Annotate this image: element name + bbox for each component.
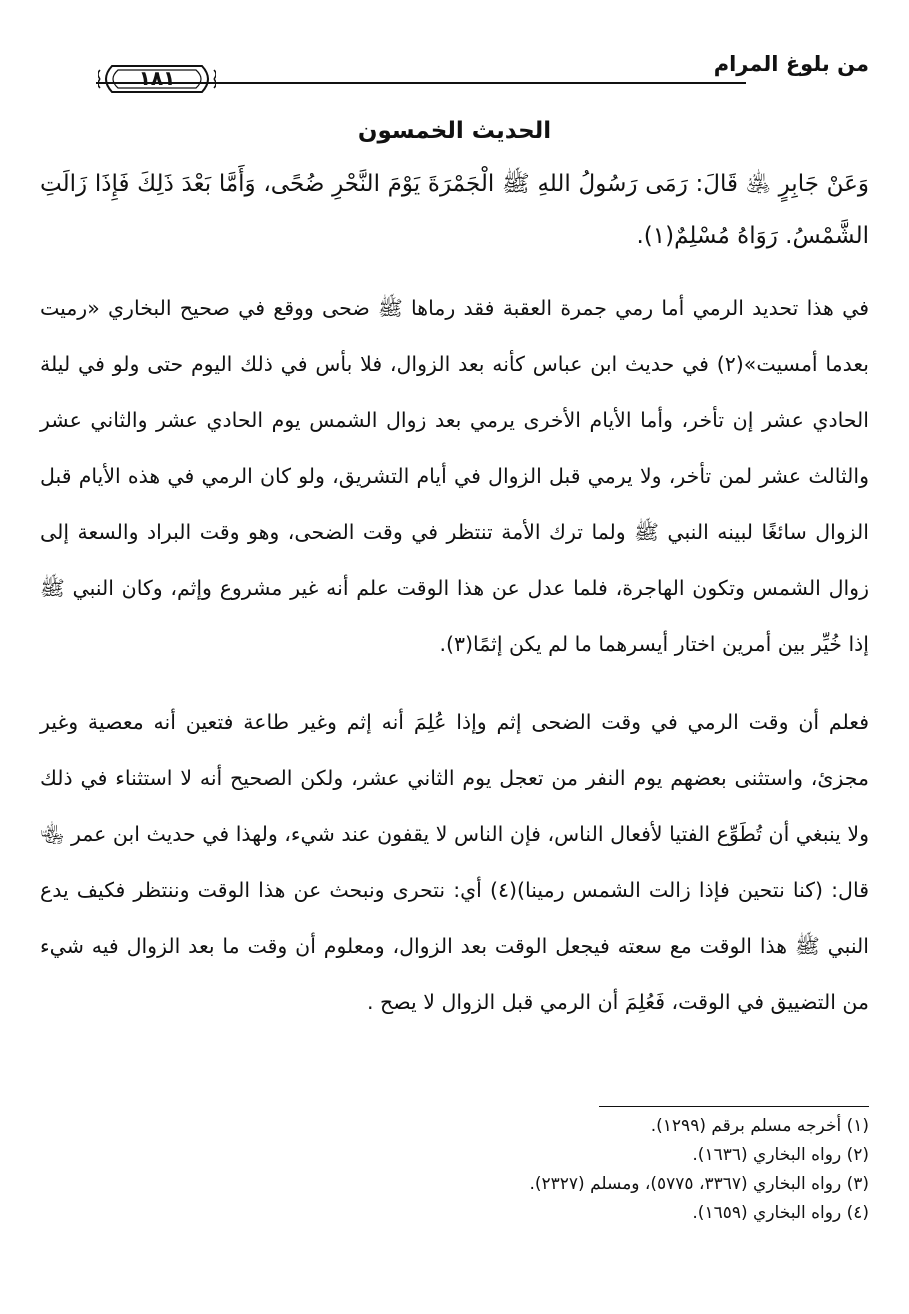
footnote-3: (٣) رواه البخاري (٣٣٦٧، ٥٧٧٥)، ومسلم (٢٣٢٧). (529, 1174, 869, 1194)
footnote-2: (٢) رواه البخاري (١٦٣٦). (692, 1145, 869, 1165)
page-number: ١٨١ (138, 66, 176, 90)
running-head-title: من بلوغ المرام (713, 52, 869, 76)
hadith-text: وَعَنْ جَابِرٍ ﵁ قَالَ: رَمَى رَسُولُ اللهِ ﷺ الْجَمْرَةَ يَوْمَ النَّحْرِ ضُحًى، وَأَمَّا بَعْدَ ذَلِكَ فَإِذَا زَالَتِ الشَّمْسُ. رَوَاهُ مُسْلِمٌ(١). (40, 171, 869, 249)
footnote-4: (٤) رواه البخاري (١٦٥٩). (692, 1203, 869, 1223)
footnotes (69, 1112, 869, 1228)
footnote-separator (599, 1106, 869, 1107)
hadith-heading: الحديث الخمسون (357, 118, 552, 144)
commentary-paragraph-2: فعلم أن وقت الرمي في وقت الضحى إثم وإذا عُلِمَ أنه إثم وغير طاعة فتعين أنه معصية وغير مجزئ، واستثنى بعضهم يوم النفر من تعجل يوم الثاني عشر، ولكن الصحيح أنه لا استثناء في ذلك ولا ينبغي أن تُطَوِّع الفتيا لأفعال الناس، فإن الناس لا يقفون عند شيء، ولهذا في حديث ابن عمر ﵄ قال: (كنا نتحين فإذا زالت الشمس رمينا)(٤) أي: نتحرى ونبحث عن هذا الوقت وننتظر فكيف يدع النبي ﷺ هذا الوقت مع سعته فيجعل الوقت بعد الزوال، ومعلوم أن وقت ما بعد الزوال فيه شيء من التضييق في الوقت، فَعُلِمَ أن الرمي قبل الزوال لا يصح . (40, 710, 869, 1014)
commentary-paragraph-1: في هذا تحديد الرمي أما رمي جمرة العقبة فقد رماها ﷺ ضحى ووقع في صحيح البخاري «رميت بعدما أمسيت»(٢) في حديث ابن عباس كأنه بعد الزوال، فلا بأس في ذلك اليوم حتى ولو في ليلة الحادي عشر إن تأخر، وأما الأيام الأخرى يرمي بعد زوال الشمس يوم الحادي عشر والثاني عشر والثالث عشر لمن تأخر، ولا يرمي قبل الزوال في أيام التشريق، ولو كان الرمي في هذه الأيام قبل الزوال سائغًا لبينه النبي ﷺ ولما ترك الأمة تنتظر في وقت الضحى، وهو وقت البراد والسعة إلى زوال الشمس وتكون الهاجرة، فلما عدل عن هذا الوقت علم أنه غير مشروع وإثم، وكان النبي ﷺ إذا خُيِّر بين أمرين اختار أيسرهما ما لم يكن إثمًا(٣). (40, 296, 869, 656)
footnote-1: (١) أخرجه مسلم برقم (١٢٩٩). (650, 1116, 869, 1136)
